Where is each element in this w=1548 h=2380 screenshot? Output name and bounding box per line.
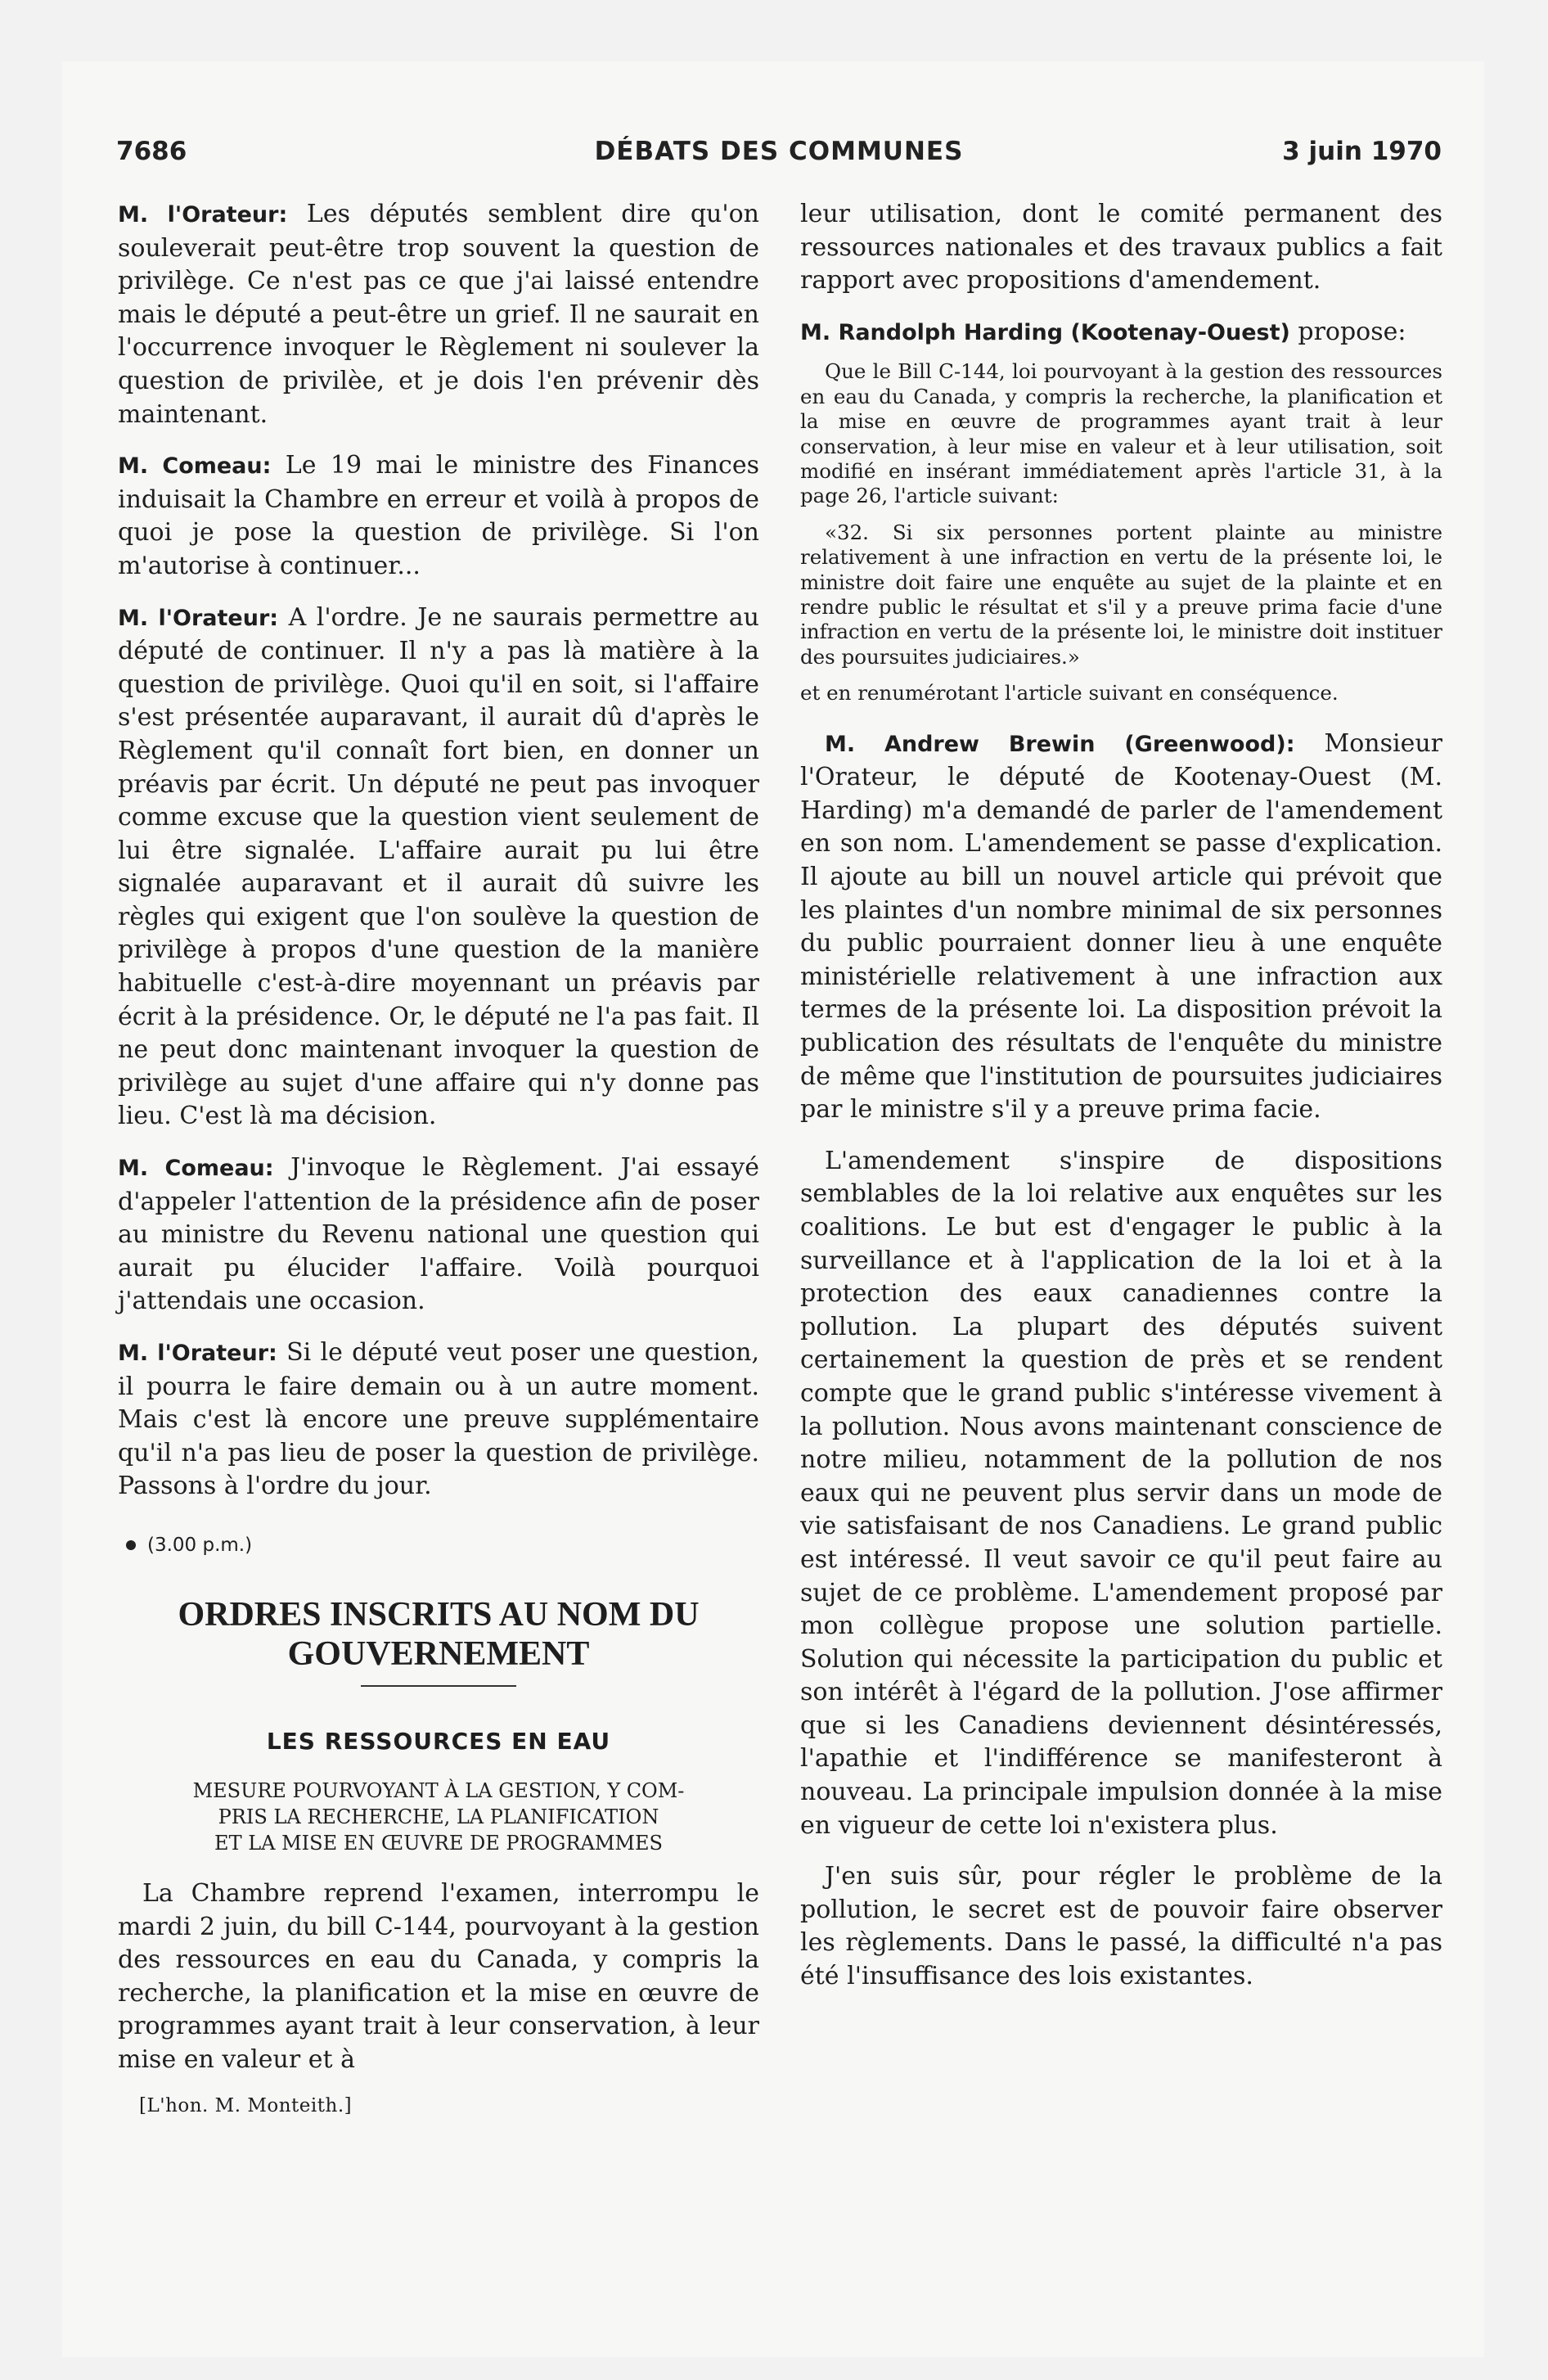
page-header xyxy=(116,137,1442,178)
right-column xyxy=(800,198,1442,2012)
paragraph-text: Le 19 mai le ministre des Finances induisait la Chambre en erreur et voilà à propos de quoi je pose la question de privilège. Si l'on m'autorise à continuer... xyxy=(118,451,759,580)
bill-title-line: ET LA MISE EN ŒUVRE DE PROGRAMMES xyxy=(214,1831,663,1855)
speaker-name: M. Comeau: xyxy=(118,1156,274,1182)
bill-title-line: MESURE POURVOYANT À LA GESTION, Y COM- xyxy=(192,1778,685,1802)
section-title-line: GOUVERNEMENT xyxy=(287,1634,590,1673)
paragraph xyxy=(800,316,1442,350)
paragraph-text: Monsieur l'Orateur, le député de Kootenay-Ouest (M. Harding) m'a demandé de parler de l'amendement en son nom. L'amendement se passe d'explication. Il ajoute au bill un nouvel article qui prévoit que les plaintes d'un nombre minimal de six personnes du public pourraient donner lieu à une enquête ministérielle relativement à une infraction aux termes de la présente loi. La disposition prévoit la publication des résultats de l'enquête du ministre de même que l'institution de poursuites judiciaires par le ministre s'il y a preuve prima facie. xyxy=(800,728,1442,1125)
paragraph-text: propose: xyxy=(1289,317,1406,346)
paragraph xyxy=(118,1336,759,1503)
divider xyxy=(361,1685,516,1687)
speaker-name: M. l'Orateur: xyxy=(118,605,279,631)
paragraph xyxy=(118,198,759,431)
motion-text: Que le Bill C-144, loi pourvoyant à la gestion des ressources en eau du Canada, y compris la recherche, la planification et la mise en œuvre de programmes ayant trait à leur conservation, à leur mise en valeur et à leur utilisation, soit modifié en insérant immédiatement après l'article 31, à la page 26, l'article suivant: xyxy=(800,359,1442,508)
bullet-dot-icon xyxy=(126,1540,136,1550)
page xyxy=(62,61,1484,2357)
page-date: 3 juin 1970 xyxy=(1282,137,1442,166)
paragraph-text: Si le député veut poser une question, il pourra le faire demain ou à un autre moment. Mais c'est là encore une preuve supplémentaire qu'il n'a pas lieu de poser la question de privilège. Passons à l'ordre du jour. xyxy=(118,1338,759,1501)
section-title-line: ORDRES INSCRITS AU NOM DU xyxy=(178,1595,700,1634)
bill-title xyxy=(118,1778,759,1856)
page-number: 7686 xyxy=(116,137,187,166)
time-text: (3.00 p.m.) xyxy=(147,1534,253,1556)
paragraph: L'amendement s'inspire de dispositions semblables de la loi relative aux enquêtes sur les coalitions. Le but est d'engager le public à la surveillance et à l'application de la loi et à la protection des eaux canadiennes contre la pollution. La plupart des députés suivent certainement la question de près et se rendent compte que le grand public s'intéresse vivement à la pollution. Nous avons maintenant conscience de notre milieu, notamment de la pollution de nos eaux qui ne peuvent plus servir dans un mode de vie satisfaisant de nos Canadiens. Le grand public est intéressé. Il veut savoir ce qu'il peut faire au sujet de ce problème. L'amendement proposé par mon collègue propose une solution partielle. Solution qui nécessite la participation du public et son intérêt à l'égard de la pollution. J'ose affirmer que si les Canadiens deviennent désintéressés, l'apathie et l'indifférence se manifesteront à nouveau. La principale impulsion donnée à la mise en vigueur de cette loi n'existera plus. xyxy=(800,1146,1442,1840)
paragraph: leur utilisation, dont le comité permanent des ressources nationales et des travaux publics a fait rapport avec propositions d'amendement. xyxy=(800,200,1442,295)
motion-text: et en renumérotant l'article suivant en conséquence. xyxy=(800,681,1339,705)
paragraph xyxy=(118,602,759,1134)
paragraph: La Chambre reprend l'examen, interrompu le mardi 2 juin, du bill C-144, pourvoyant à la gestion des ressources en eau du Canada, y compris la recherche, la planification et la mise en œuvre de programmes ayant trait à leur conservation, à leur mise en valeur et à xyxy=(118,1878,759,2074)
paragraph-text: Les députés semblent dire qu'on souleverait peut-être trop souvent la question de privilège. Ce n'est pas ce que j'ai laissé entendre mais le député a peut-être un grief. Il ne saurait en l'occurrence invoquer le Règlement ni soulever la question de privilèe, et je dois l'en prévenir dès maintenant. xyxy=(118,200,760,429)
publication-title: DÉBATS DES COMMUNES xyxy=(594,137,964,166)
speaker-name: M. Randolph Harding (Kootenay-Ouest) xyxy=(800,319,1290,345)
paragraph-text: A l'ordre. Je ne saurais permettre au député de continuer. Il n'y a pas là matière à la question de privilège. Quoi qu'il en soit, si l'affaire s'est présentée auparavant, il aurait dû d'après le Règlement qu'il connaît fort bien, en donner un préavis par écrit. Un député ne peut pas invoquer comme excuse que la question vient seulement de lui être signalée. L'affaire aurait pu lui être signalée auparavant et il aurait dû suivre les règles qui exigent que l'on soulève la question de privilège à propos d'une question de la manière habituelle c'est-à-dire moyennant un préavis par écrit à la présidence. Or, le député ne l'a pas fait. Il ne peut donc maintenant invoquer la question de privilège au sujet d'une affaire qui n'y donne pas lieu. C'est là ma décision. xyxy=(118,602,759,1131)
bill-title-line: PRIS LA RECHERCHE, LA PLANIFICATION xyxy=(218,1805,659,1828)
motion-text: «32. Si six personnes portent plainte au ministre relativement à une infraction en vertu de la présente loi, le ministre doit faire une enquête au sujet de la plainte et en rendre public le résultat et s'il y a preuve prima facie d'une infraction en vertu de la présente loi, le ministre doit instituer des poursuites judiciaires.» xyxy=(800,520,1442,669)
speaker-name: M. l'Orateur: xyxy=(118,1341,277,1366)
paragraph xyxy=(118,1152,759,1318)
speaker-name: M. Comeau: xyxy=(118,453,272,480)
paragraph xyxy=(118,449,759,583)
signature: [L'hon. M. Monteith.] xyxy=(139,2094,353,2116)
speaker-name: M. Andrew Brewin (Greenwood): xyxy=(825,731,1295,757)
paragraph-text: J'invoque le Règlement. J'ai essayé d'appeler l'attention de la présidence afin de poser au ministre du Revenu national une question qui aurait pu élucider l'affaire. Voilà pourquoi j'attendais une occasion. xyxy=(118,1153,759,1316)
left-column xyxy=(118,198,759,2116)
subject-heading: LES RESSOURCES EN EAU xyxy=(266,1727,611,1755)
time-marker xyxy=(126,1535,759,1556)
speaker-name: M. l'Orateur: xyxy=(118,202,288,228)
section-title xyxy=(118,1595,759,1674)
paragraph: J'en suis sûr, pour régler le problème de la pollution, le secret est de pouvoir faire observer les règlements. Dans le passé, la difficulté n'a pas été l'insuffisance des lois existantes. xyxy=(800,1862,1442,1991)
paragraph xyxy=(800,728,1442,1127)
